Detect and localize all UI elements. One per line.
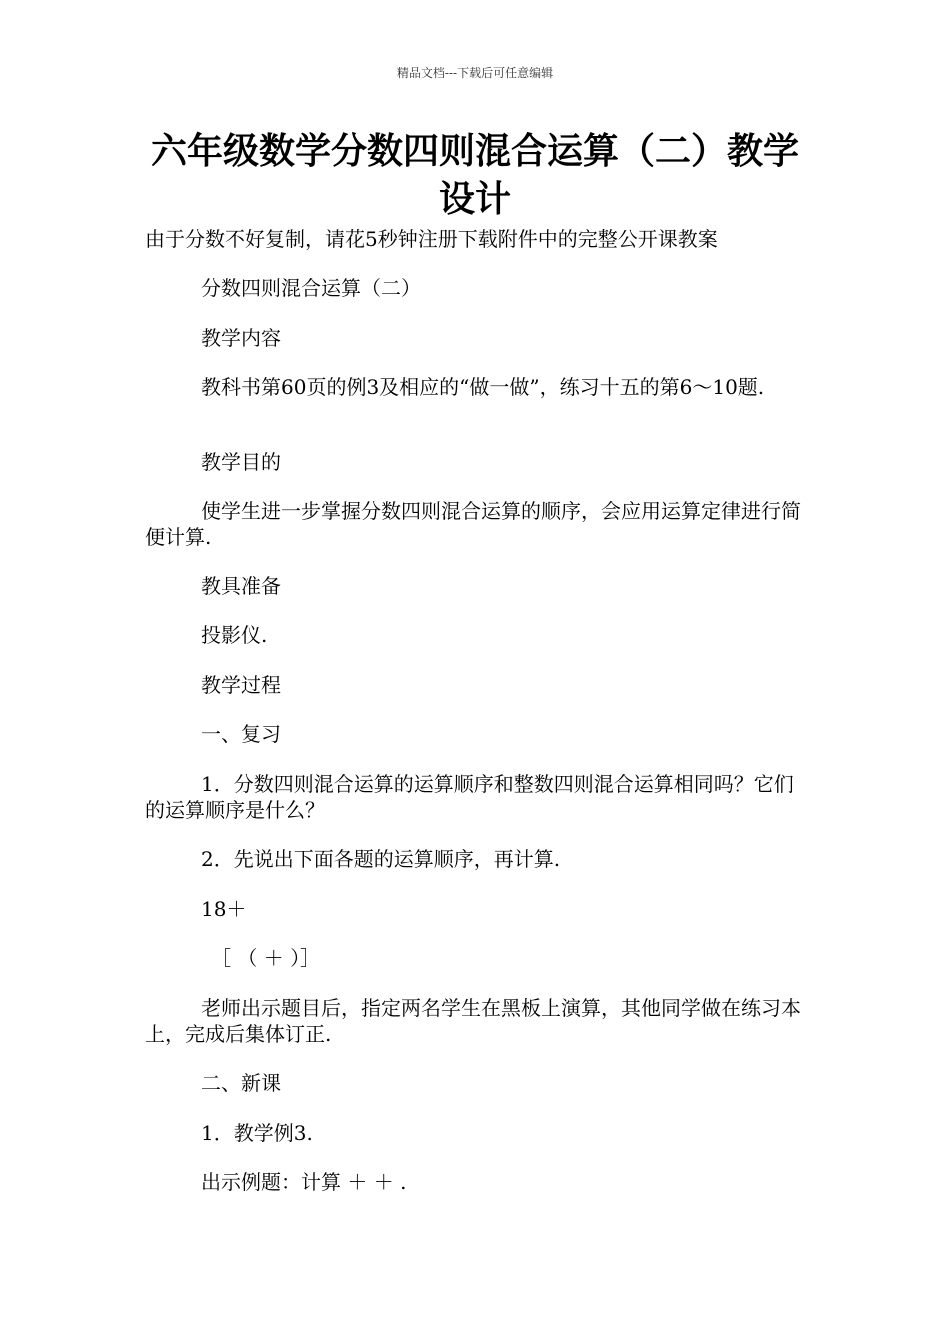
paragraph-practice xyxy=(145,995,810,1047)
paragraph: 1．教学例3. xyxy=(201,1121,313,1145)
document-title: 六年级数学分数四则混合运算（二）教学设计 xyxy=(150,131,799,220)
section-heading: 教学过程 xyxy=(201,673,281,697)
heading-goal xyxy=(145,449,810,475)
paragraph: 2．先说出下面各题的运算顺序，再计算. xyxy=(201,847,561,871)
heading-process xyxy=(145,672,810,698)
paragraph-question-1 xyxy=(145,771,810,823)
paragraph-example-show xyxy=(145,1169,810,1195)
paragraph-content xyxy=(145,374,810,400)
paragraph: 分数四则混合运算（二） xyxy=(201,276,421,300)
paragraph: 由于分数不好复制，请花5秒钟注册下载附件中的完整公开课教案 xyxy=(145,227,718,251)
section-heading: 二、新课 xyxy=(201,1071,281,1095)
paragraph: 出示例题：计算 ＋ ＋ . xyxy=(201,1170,407,1194)
section-heading: 教学内容 xyxy=(201,326,281,350)
math-expression: ［ （ ＋ ）］ xyxy=(211,946,321,970)
expression-1 xyxy=(145,896,810,922)
section-heading: 一、复习 xyxy=(201,722,281,746)
paragraph-intro xyxy=(145,226,810,252)
paragraph-subtitle xyxy=(145,275,810,301)
heading-content xyxy=(145,325,810,351)
expression-2 xyxy=(145,945,810,971)
paragraph-question-2 xyxy=(145,846,810,872)
math-expression: 18＋ xyxy=(201,897,247,921)
paragraph-example xyxy=(145,1120,810,1146)
paragraph: 1．分数四则混合运算的运算顺序和整数四则混合运算相同吗？它们的运算顺序是什么？ xyxy=(145,772,794,822)
paragraph: 教科书第60页的例3及相应的“做一做”，练习十五的第6～10题. xyxy=(201,375,765,399)
paragraph: 投影仪. xyxy=(201,623,268,647)
heading-new-lesson xyxy=(145,1070,810,1096)
paragraph: 使学生进一步掌握分数四则混合运算的顺序，会应用运算定律进行简便计算. xyxy=(145,499,801,549)
heading-tools xyxy=(145,573,810,599)
paragraph-goal xyxy=(145,498,810,550)
section-heading: 教学目的 xyxy=(201,450,281,474)
paragraph-tools xyxy=(145,622,810,648)
paragraph: 老师出示题目后，指定两名学生在黑板上演算，其他同学做在练习本上，完成后集体订正. xyxy=(145,996,801,1046)
section-heading: 教具准备 xyxy=(201,574,281,598)
page-header: 精品文档---下载后可任意编辑 xyxy=(396,66,554,80)
heading-review xyxy=(145,721,810,747)
